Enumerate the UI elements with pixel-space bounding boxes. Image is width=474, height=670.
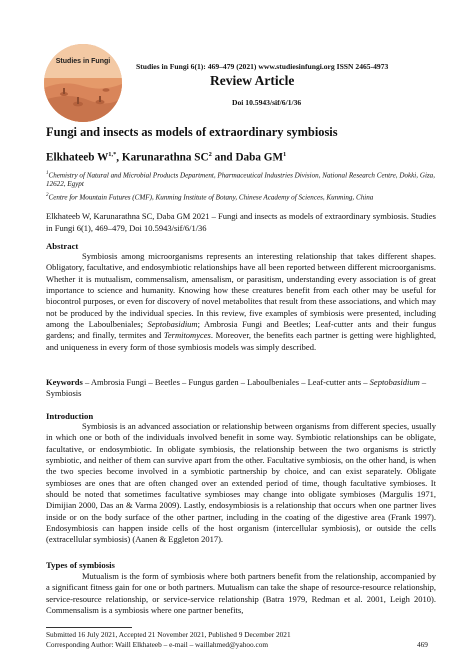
keywords-label: Keywords bbox=[46, 377, 83, 387]
author-list bbox=[46, 151, 286, 164]
affiliation-number: 1 bbox=[46, 171, 49, 176]
abstract-text-part: . Moreover, the benefits each partner is getting were highlighted, and uniqueness in every form of those symbiosis models was simply described. bbox=[46, 330, 436, 352]
introduction-text: Symbiosis is an advanced association or relationship between organisms from different species, usually in which one or both of the individuals involved benefit in some way. Symbiotic relationships can be obligate, facultative, or endosymbiotic. In obligate symbiosis, the relationship between the two organisms is strictly symbiotic, and neither of them can survive apart from the other. Facultative symbiosis, on the other hand, is when the two species become involved in a symbiotic partnership by choice, and can exist separately. Obligate symbioses are ones that are often changed over an extended period of time, though facultative symbioses. It should be noted that sometimes facultative symbioses may change into obligate symbioses (Margulis 1971, Dimijian 2000, Das an & Varma 2009). Lastly, endosymbiosis is a relationship that occurs when one partner lives inside or on the body surface of the other partner, including in the coating of the digestive area (Frank 1997). Endosymbiosis can happen inside cells of the host organism (intercellular symbiosis), or outside the cells (extracellular symbiosis) (Aanen & Eggleton 2017). bbox=[46, 421, 436, 545]
logo-illustration-icon bbox=[44, 44, 122, 122]
author-separator: , bbox=[116, 151, 122, 164]
footer-divider bbox=[46, 627, 132, 628]
affiliation-text: Chemistry of Natural and Microbial Products Department, Pharmaceutical Industries Division, National Research Centre, Dokki, Giza, 12622, Egypt bbox=[46, 171, 436, 189]
abstract-text bbox=[46, 251, 436, 353]
affiliation-text: Centre for Mountain Futures (CMF), Kunming Institute of Botany, Chinese Academy of Sciences, Kunming, China bbox=[48, 193, 374, 202]
journal-info: Studies in Fungi 6(1): 469–479 (2021) www.studiesinfungi.org ISSN 2465-4973 bbox=[136, 62, 389, 71]
page-number: 469 bbox=[417, 640, 428, 649]
paper-title: Fungi and insects as models of extraordinary symbiosis bbox=[46, 125, 338, 139]
submission-dates: Submitted 16 July 2021, Accepted 21 November 2021, Published 9 December 2021 bbox=[46, 630, 291, 639]
abstract-heading: Abstract bbox=[46, 241, 79, 251]
abstract-text-part: Symbiosis among microorganisms represents an interesting relationship that takes different shapes. Obligatory, facultative, and endosymbiotic relationships have all been reported between different microorganisms. Whether it is mutualism, commensalism, amensalism, or parasitism, understanding every association is of great importance to science and humanity. Knowing how these creatures benefit from each other may be useful for biocontrol purposes, or even for discovery of novel metabolites that result from these associations, and which may not be produced by the individual species. In this review, five examples of symbiosis were presented, including among the Laboulbeniales; bbox=[46, 251, 436, 330]
affiliation-number: 2 bbox=[46, 193, 49, 198]
author-separator: and bbox=[211, 151, 236, 164]
journal-logo bbox=[44, 44, 122, 122]
citation: Elkhateeb W, Karunarathna SC, Daba GM 2021 – Fungi and insects as models of extraordinary symbiosis. Studies in Fungi 6(1), 469–479, Doi 10.5943/sif/6/1/36 bbox=[46, 211, 436, 233]
keywords-italic-term: Septobasidium bbox=[369, 377, 420, 387]
author-affiliation-mark: 2 bbox=[208, 151, 212, 158]
affiliation-1 bbox=[46, 169, 436, 189]
keywords-text: – Ambrosia Fungi – Beetles – Fungus garden – Laboulbeniales – Leaf-cutter ants – bbox=[82, 377, 370, 387]
abstract-text-part: ; Ambrosia Fungi and Beetles; Leaf-cutter ants and their fungus gardens; and finally, termites and bbox=[46, 319, 436, 341]
types-text: Mutualism is the form of symbiosis where both partners benefit from the relationship, accompanied by a significant fitness gain for one or both partners. Mutualism can take the shape of resource-resource relationship, service-resource relationship, or service-service relationship (Batra 1979, Redman et al. 2001, Leigh 2010). Commensalism is a symbiosis where one partner benefits, bbox=[46, 571, 436, 616]
keywords bbox=[46, 377, 436, 400]
abstract-italic-term: Septobasidium bbox=[147, 319, 198, 330]
author-name: Daba GM bbox=[235, 151, 283, 164]
affiliation-2 bbox=[46, 191, 436, 202]
keywords-text: – Symbiosis bbox=[46, 377, 427, 399]
author-affiliation-mark: 1 bbox=[283, 151, 287, 158]
abstract-italic-term: Termitomyces bbox=[163, 330, 211, 341]
types-heading: Types of symbiosis bbox=[46, 560, 115, 570]
author-affiliation-mark: 1,* bbox=[108, 151, 117, 158]
article-type: Review Article bbox=[210, 73, 295, 88]
author-name: Elkhateeb W bbox=[46, 151, 109, 164]
author-name: Karunarathna SC bbox=[121, 151, 209, 164]
doi: Doi 10.5943/sif/6/1/36 bbox=[232, 98, 302, 107]
corresponding-author: Corresponding Author: Waill Elkhateeb – e-mail – waillahmed@yahoo.com bbox=[46, 640, 269, 649]
introduction-heading: Introduction bbox=[46, 411, 94, 421]
logo-text: Studies in Fungi bbox=[55, 58, 111, 65]
